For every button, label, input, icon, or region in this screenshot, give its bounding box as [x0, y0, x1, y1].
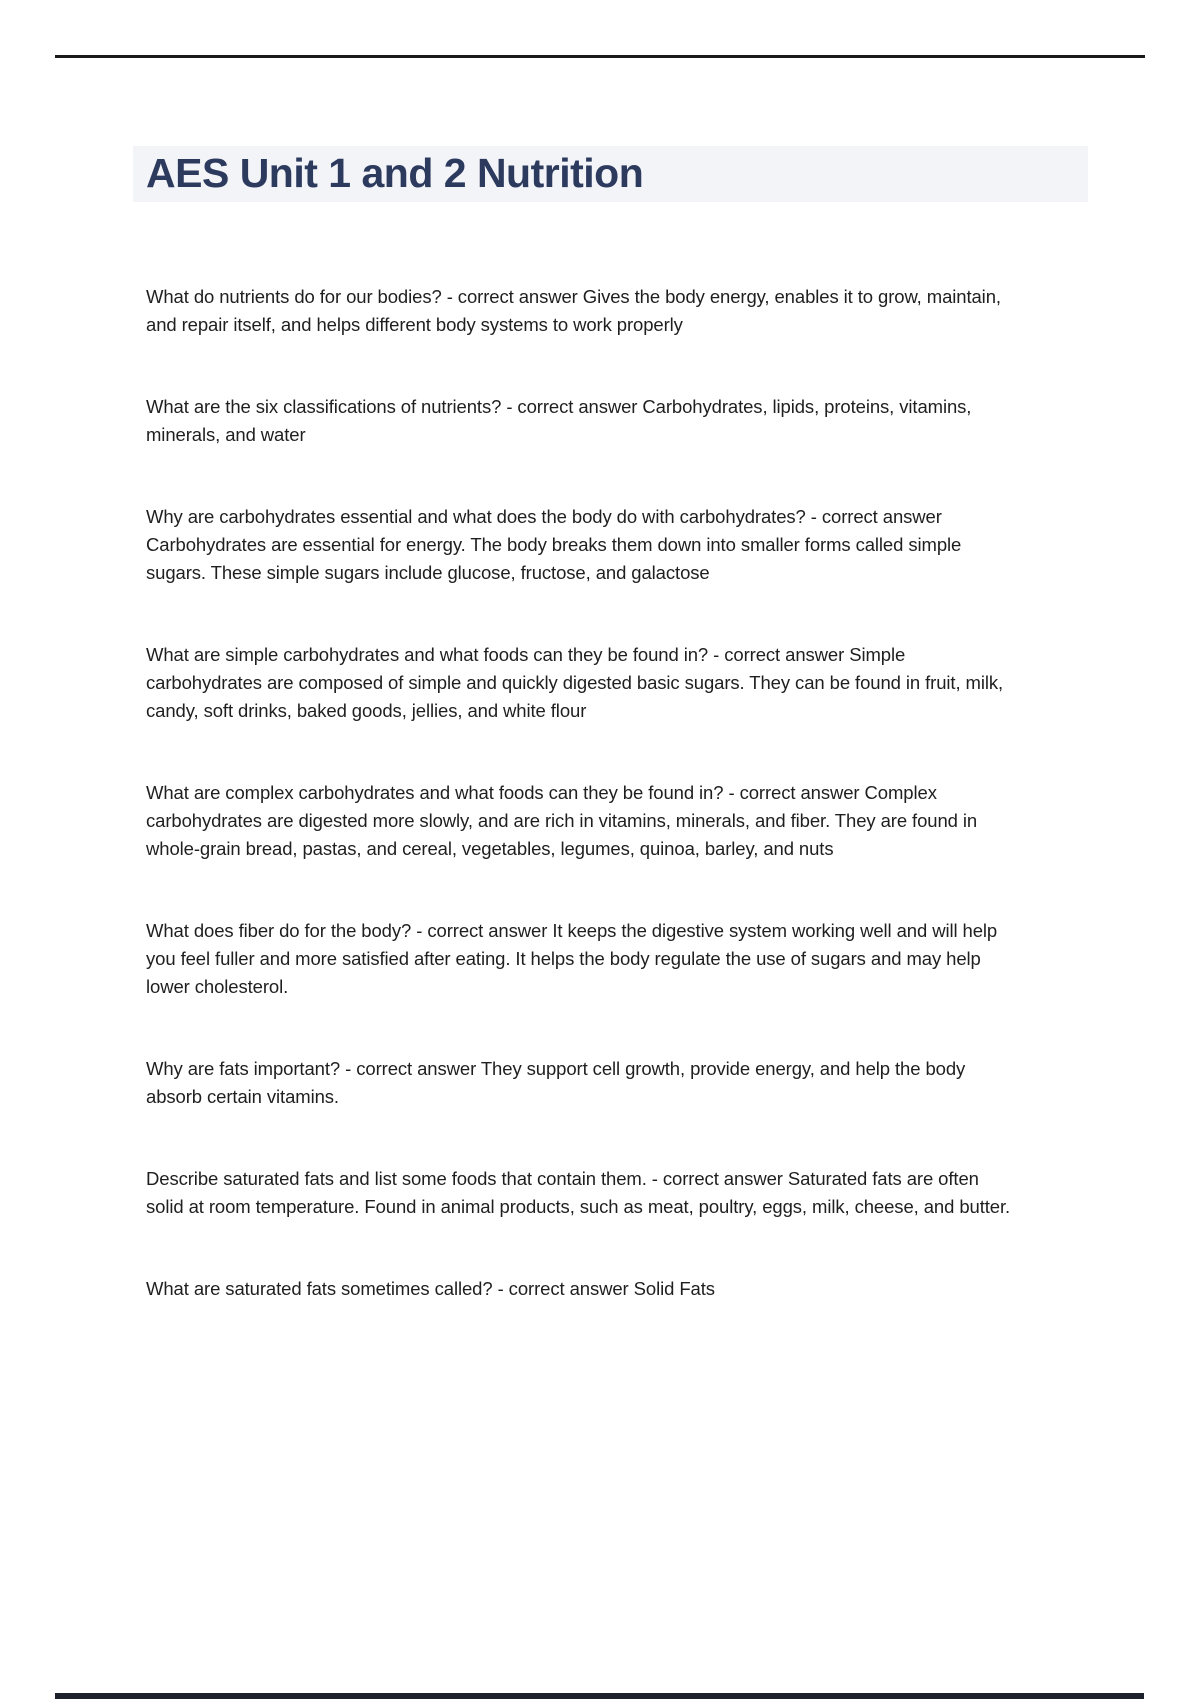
qa-answer-marker: - correct answer	[411, 920, 553, 941]
qa-question: What are the six classifications of nutrients?	[146, 396, 502, 417]
qa-answer: Simple carbohydrates are composed of simple and quickly digested basic sugars. They can be found in fruit, milk, candy, soft drinks, baked goods, jellies, and white flour	[146, 644, 1004, 721]
qa-question: Why are fats important?	[146, 1058, 341, 1079]
qa-item	[146, 1165, 1011, 1221]
page-title: AES Unit 1 and 2 Nutrition	[146, 149, 644, 196]
qa-answer: Carbohydrates, lipids, proteins, vitamins, minerals, and water	[146, 396, 972, 445]
qa-answer: Solid Fats	[633, 1278, 715, 1299]
qa-answer-marker: - correct answer	[646, 1168, 788, 1189]
qa-answer: It keeps the digestive system working well and will help you feel fuller and more satisfied after eating. It helps the body regulate the use of sugars and may help lower cholesterol.	[146, 920, 998, 997]
qa-answer: Saturated fats are often solid at room temperature. Found in animal products, such as meat, poultry, eggs, milk, cheese, and butter.	[146, 1168, 1011, 1217]
qa-answer: Gives the body energy, enables it to grow, maintain, and repair itself, and helps different body systems to work properly	[146, 286, 1001, 335]
qa-answer-marker: - correct answer	[805, 506, 942, 527]
qa-answer-marker: - correct answer	[340, 1058, 481, 1079]
qa-answer: They support cell growth, provide energy, and help the body absorb certain vitamins.	[146, 1058, 966, 1107]
title-band	[133, 146, 1088, 202]
top-rule	[55, 55, 1145, 58]
qa-question: What do nutrients do for our bodies?	[146, 286, 442, 307]
qa-answer-marker: - correct answer	[501, 396, 643, 417]
qa-item	[146, 641, 1011, 725]
bottom-rule	[55, 1693, 1144, 1699]
qa-answer-marker: - correct answer	[708, 644, 850, 665]
qa-answer-marker: - correct answer	[441, 286, 583, 307]
qa-answer: Complex carbohydrates are digested more slowly, and are rich in vitamins, minerals, and fiber. They are found in whole-grain bread, pastas, and cereal, vegetables, legumes, quinoa, barley, and nuts	[146, 782, 978, 859]
qa-item	[146, 1275, 1011, 1303]
qa-item	[146, 393, 1011, 449]
qa-question: What are saturated fats sometimes called?	[146, 1278, 493, 1299]
qa-item	[146, 283, 1011, 339]
qa-item	[146, 779, 1011, 863]
qa-answer-marker: - correct answer	[492, 1278, 634, 1299]
qa-question: What does fiber do for the body?	[146, 920, 412, 941]
qa-question: What are complex carbohydrates and what foods can they be found in?	[146, 782, 724, 803]
qa-item	[146, 503, 1011, 587]
qa-question: Describe saturated fats and list some foods that contain them.	[146, 1168, 647, 1189]
qa-item	[146, 917, 1011, 1001]
qa-item	[146, 1055, 1011, 1111]
qa-list	[146, 283, 1011, 1357]
qa-question: What are simple carbohydrates and what foods can they be found in?	[146, 644, 709, 665]
qa-question: Why are carbohydrates essential and what does the body do with carbohydrates?	[146, 506, 806, 527]
qa-answer-marker: - correct answer	[723, 782, 865, 803]
qa-answer: Carbohydrates are essential for energy. The body breaks them down into smaller forms called simple sugars. These simple sugars include glucose, fructose, and galactose	[146, 534, 962, 583]
